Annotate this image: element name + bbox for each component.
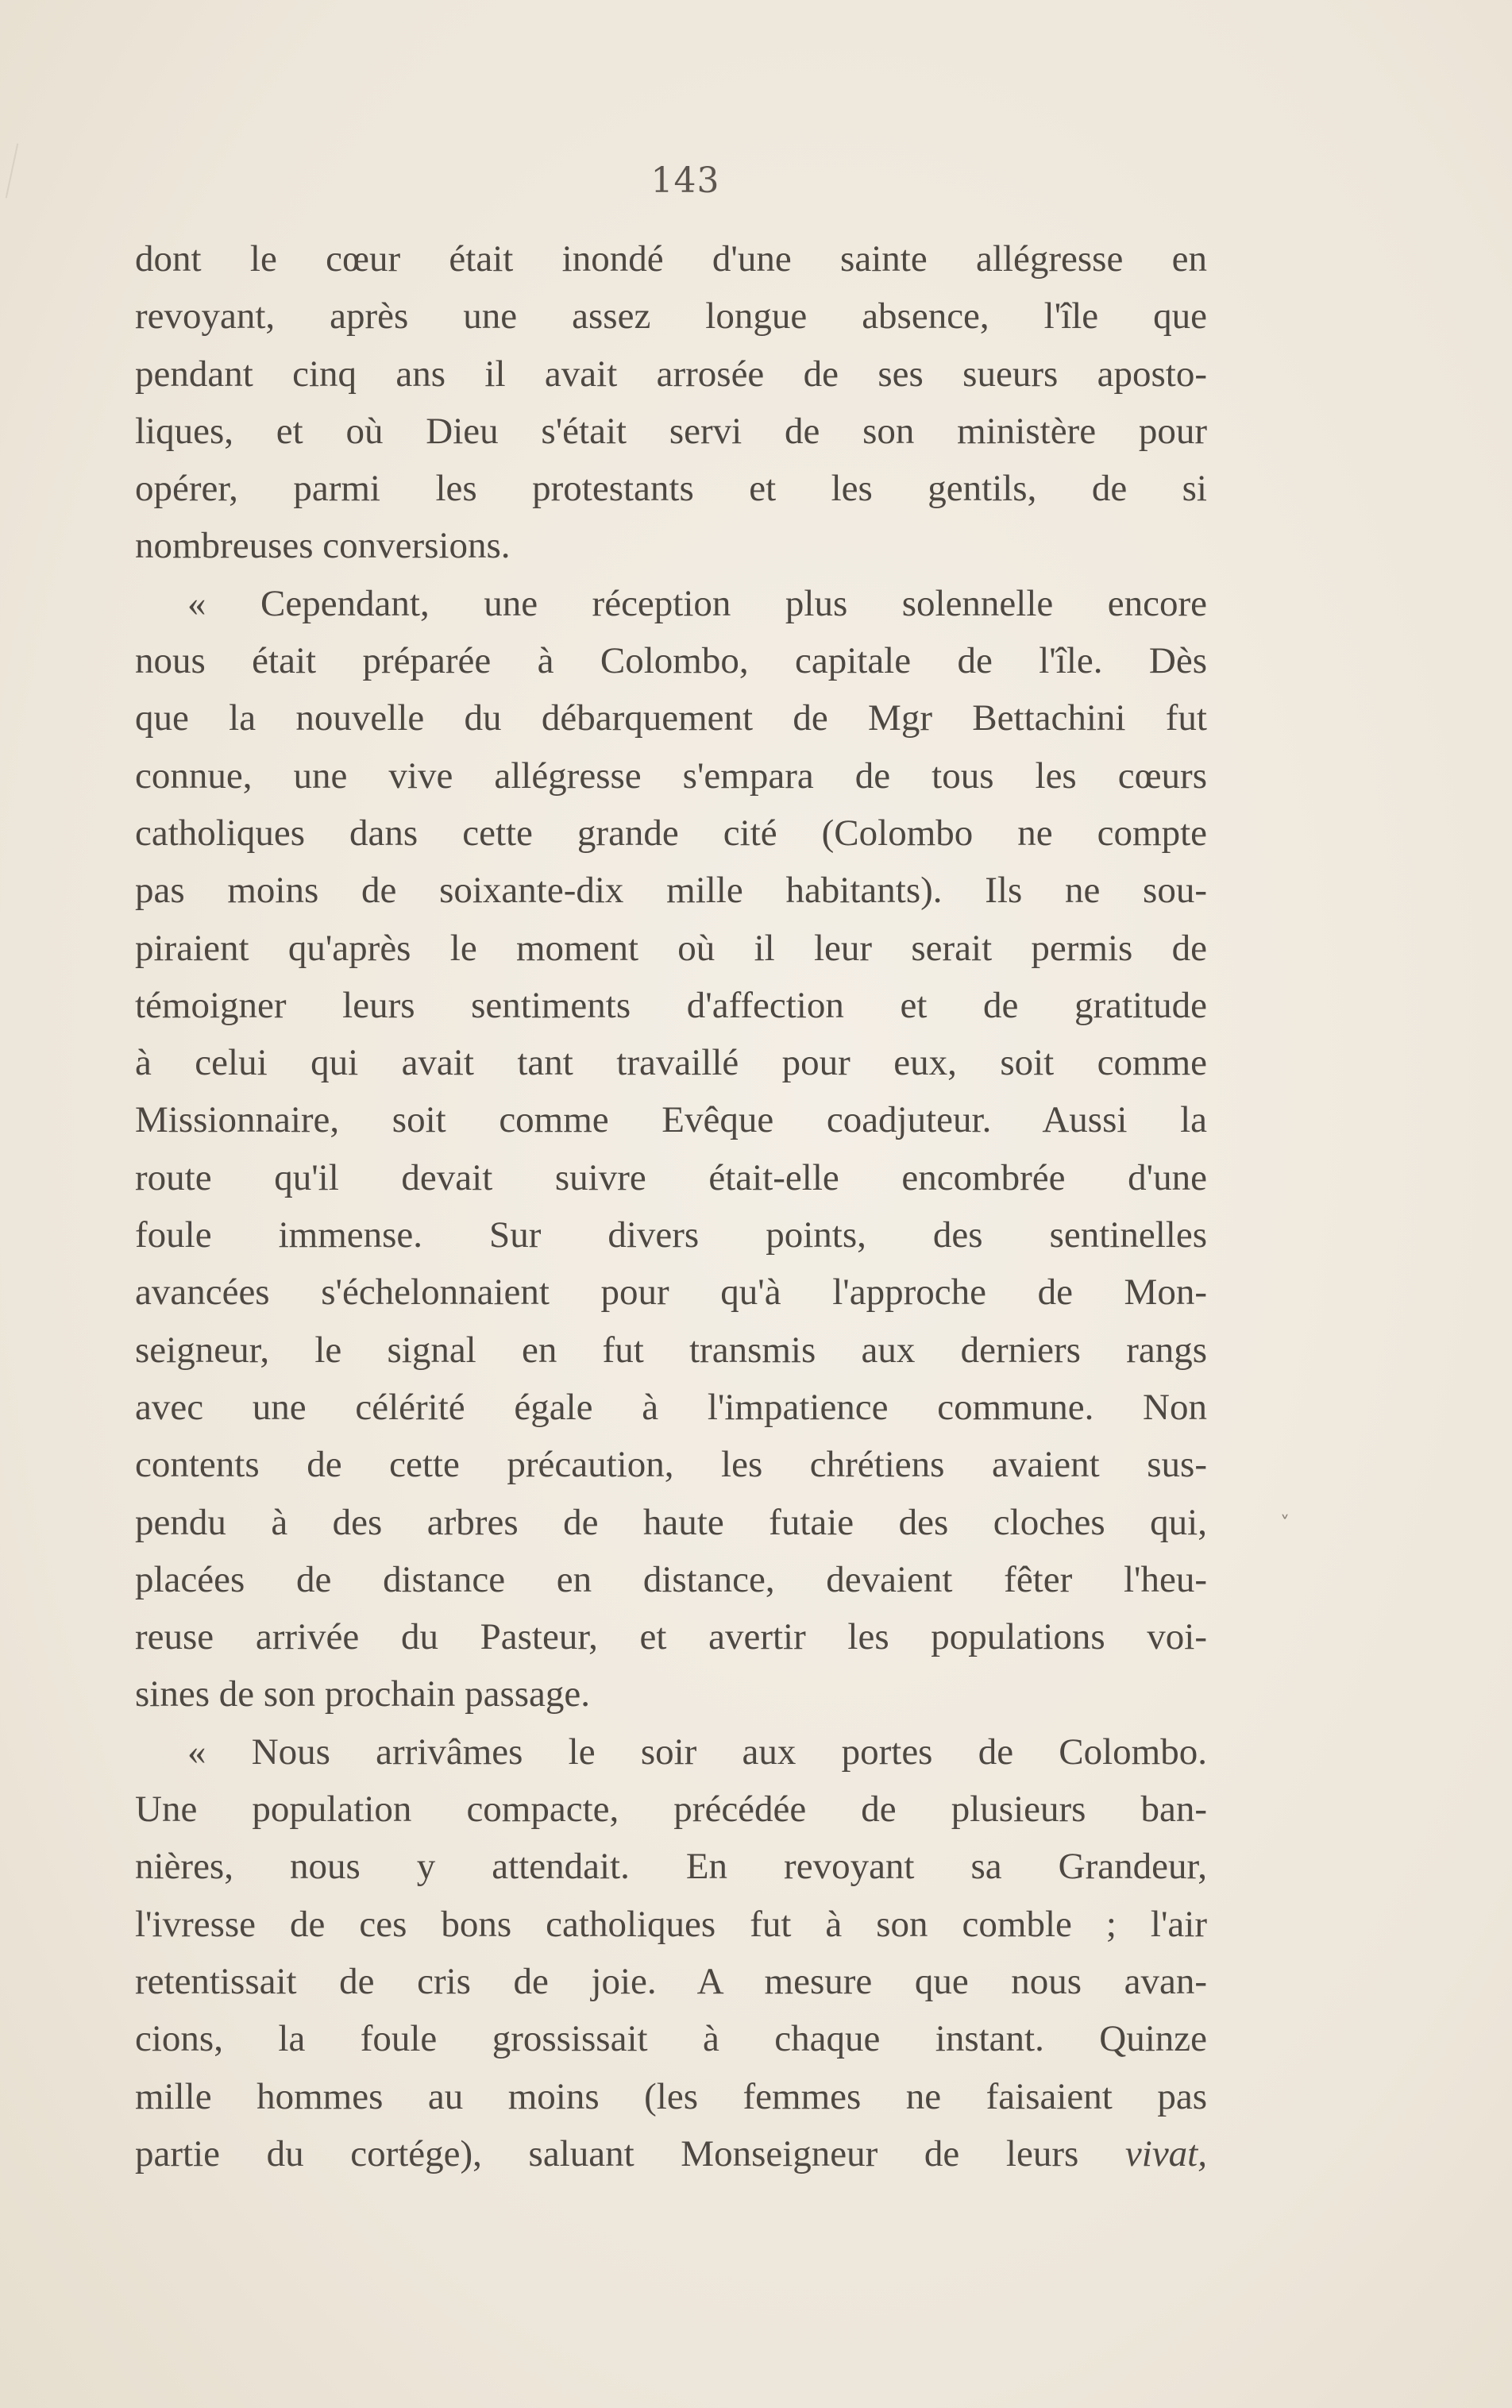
text-line-content: retentissait de cris de joie. A mesure que nous avan- <box>135 1960 1207 2002</box>
body-text <box>135 230 1207 2182</box>
text-line-content: catholiques dans cette grande cité (Colombo ne compte <box>135 812 1207 854</box>
text-line <box>135 575 1207 632</box>
text-line <box>135 1091 1207 1148</box>
text-line <box>135 230 1207 287</box>
text-line-content: sines de son prochain passage. <box>135 1673 590 1715</box>
text-line <box>135 517 1207 574</box>
text-line-content: avec une célérité égale à l'impatience commune. Non <box>135 1386 1207 1428</box>
text-line-content: contents de cette précaution, les chrétiens avaient sus- <box>135 1444 1207 1486</box>
text-line-content: que la nouvelle du débarquement de Mgr Bettachini fut <box>135 697 1207 739</box>
text-line-content: pendu à des arbres de haute futaie des cloches qui, <box>135 1501 1207 1543</box>
text-line-content: foule immense. Sur divers points, des sentinelles <box>135 1214 1207 1256</box>
text-line-content: nous était préparée à Colombo, capitale de l'île. Dès <box>135 640 1207 682</box>
text-line-content: l'ivresse de ces bons catholiques fut à son comble ; l'air <box>135 1903 1207 1945</box>
text-line <box>135 1379 1207 1436</box>
text-line-content: connue, une vive allégresse s'empara de tous les cœurs <box>135 754 1207 797</box>
text-line-content: placées de distance en distance, devaient fêter l'heu- <box>135 1558 1207 1600</box>
text-line <box>135 1264 1207 1321</box>
text-line <box>135 1034 1207 1091</box>
text-line-content: mille hommes au moins (les femmes ne faisaient pas <box>135 2075 1207 2117</box>
text-line <box>135 1322 1207 1379</box>
text-line <box>135 1953 1207 2010</box>
text-line-content: cions, la foule grossissait à chaque instant. Quinze <box>135 2018 1207 2060</box>
text-line <box>135 2010 1207 2067</box>
text-line <box>135 1206 1207 1264</box>
text-line <box>135 1149 1207 1206</box>
text-line <box>135 862 1207 919</box>
text-line <box>135 1896 1207 1953</box>
text-line <box>135 2125 1207 2182</box>
text-line-content: route qu'il devait suivre était-elle encombrée d'une <box>135 1156 1207 1198</box>
text-line-content: opérer, parmi les protestants et les gentils, de si <box>135 468 1207 510</box>
text-line <box>135 2068 1207 2125</box>
text-line <box>135 805 1207 862</box>
text-line-content: témoigner leurs sentiments d'affection et de gratitude <box>135 984 1207 1026</box>
text-line-content: nières, nous y attendait. En revoyant sa Grandeur, <box>135 1846 1207 1888</box>
text-line <box>135 1436 1207 1493</box>
text-line-content: Missionnaire, soit comme Evêque coadjuteur. Aussi la <box>135 1099 1207 1141</box>
text-line-content: pas moins de soixante-dix mille habitants). Ils ne sou- <box>135 870 1207 912</box>
text-line <box>135 1781 1207 1838</box>
text-line-content: Une population compacte, précédée de plusieurs ban- <box>135 1789 1207 1831</box>
text-line-content: piraient qu'après le moment où il leur serait permis de <box>135 927 1207 969</box>
text-line <box>135 460 1207 517</box>
text-line-content: « Cependant, une réception plus solennelle encore <box>187 582 1207 624</box>
text-line-content: nombreuses conversions. <box>135 525 511 567</box>
text-line <box>135 632 1207 689</box>
text-line-content: avancées s'échelonnaient pour qu'à l'approche de Mon- <box>135 1272 1207 1314</box>
italic-word: vivat, <box>1124 2132 1207 2175</box>
text-line <box>135 403 1207 460</box>
text-line <box>135 920 1207 977</box>
text-line-content: partie du cortége), saluant Monseigneur de leurs <box>135 2132 1125 2175</box>
text-line <box>135 977 1207 1034</box>
text-line <box>135 1723 1207 1781</box>
text-line <box>135 1838 1207 1895</box>
text-line <box>135 345 1207 403</box>
text-line <box>135 1665 1207 1723</box>
text-line <box>135 1608 1207 1665</box>
text-line <box>135 689 1207 747</box>
text-line-content: seigneur, le signal en fut transmis aux derniers rangs <box>135 1329 1207 1371</box>
text-line <box>135 287 1207 345</box>
text-line-content: revoyant, après une assez longue absence, l'île que <box>135 295 1207 338</box>
text-line-content: reuse arrivée du Pasteur, et avertir les populations voi- <box>135 1616 1207 1658</box>
text-line <box>135 747 1207 805</box>
text-line-content: liques, et où Dieu s'était servi de son ministère pour <box>135 410 1207 452</box>
text-line-content: pendant cinq ans il avait arrosée de ses sueurs aposto- <box>135 353 1207 395</box>
text-line <box>135 1551 1207 1608</box>
text-line-content: « Nous arrivâmes le soir aux portes de Colombo. <box>187 1731 1207 1773</box>
text-line-content: dont le cœur était inondé d'une sainte allégresse en <box>135 238 1207 280</box>
text-line-content: à celui qui avait tant travaillé pour eux, soit comme <box>135 1042 1207 1084</box>
text-line <box>135 1494 1207 1551</box>
stray-mark: ˅ <box>1280 1512 1290 1534</box>
page-number: 143 <box>650 160 720 201</box>
